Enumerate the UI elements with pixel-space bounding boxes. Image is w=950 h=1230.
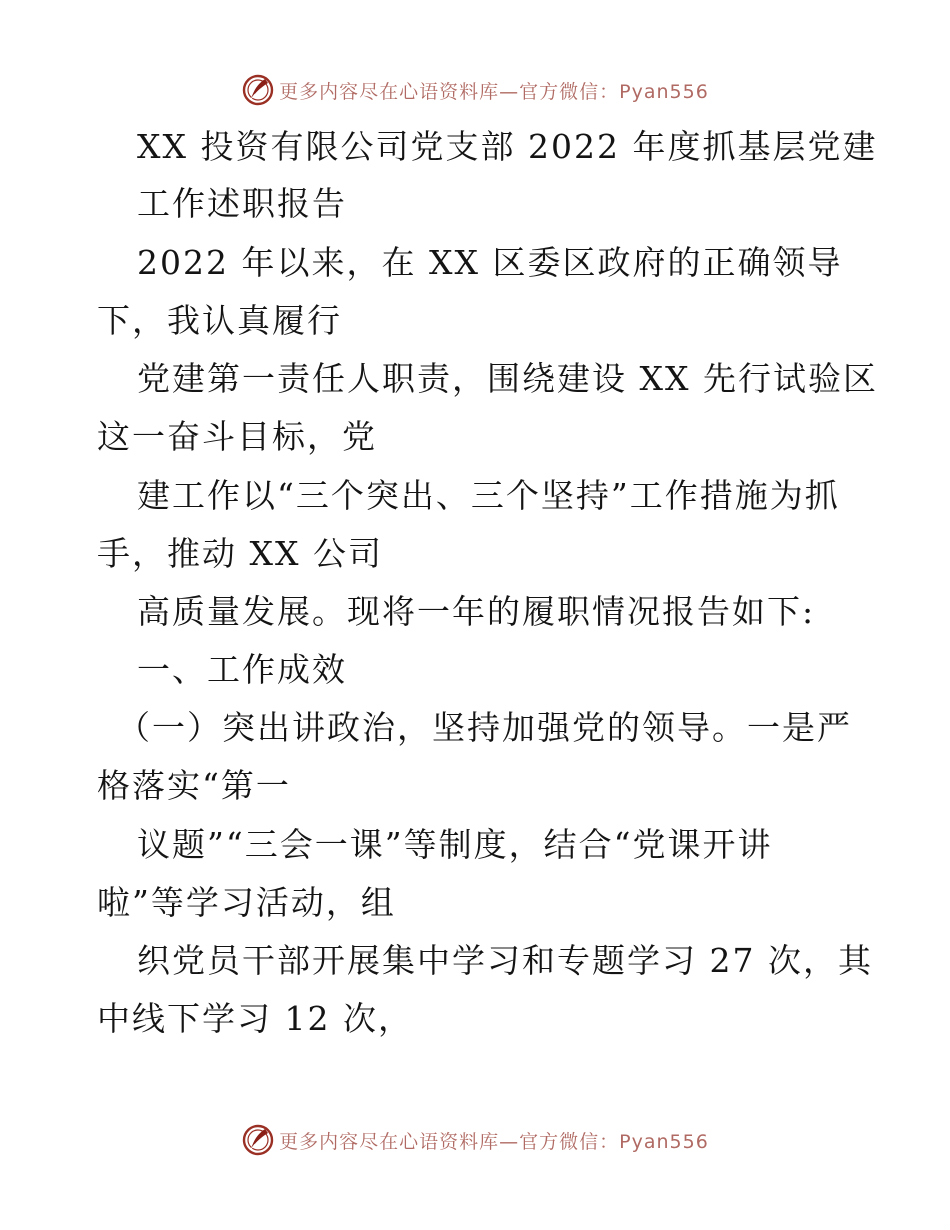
paragraph-line: （一）突出讲政治，坚持加强党的领导。一是严 [117,708,852,747]
section-heading: 一、工作成效 [137,650,347,689]
paragraph-line: 2022 年以来，在 XX 区委区政府的正确领导 [137,243,843,282]
paragraph-line: 下，我认真履行 [97,301,342,340]
watermark-text: 更多内容尽在心语资料库 [279,80,500,103]
watermark-suffix: 官方微信：Pyan556 [519,80,709,103]
feather-seal-icon [241,1123,275,1157]
paragraph-line: 建工作以“三个突出、三个坚持”工作措施为抓 [137,476,840,515]
paragraph-line: 议题”“三会一课”等制度，结合“党课开讲 [137,825,773,864]
paragraph-line: 啦”等学习活动，组 [97,883,396,922]
watermark-header [0,70,950,110]
watermark-suffix: 官方微信：Pyan556 [519,1130,709,1153]
paragraph-line: 这一奋斗目标，党 [97,417,377,456]
paragraph-line: 中线下学习 12 次， [97,999,413,1038]
doc-title-line-1: XX 投资有限公司党支部 2022 年度抓基层党建 [137,127,878,166]
paragraph-line: 高质量发展。现将一年的履职情况报告如下: [137,592,816,631]
doc-title-line-2: 工作述职报告 [137,184,347,223]
paragraph-line: 格落实“第一 [97,766,291,805]
watermark-footer [0,1120,950,1160]
watermark-separator: — [499,1130,520,1153]
paragraph-line: 党建第一责任人职责，围绕建设 XX 先行试验区 [137,359,878,398]
watermark-text: 更多内容尽在心语资料库 [279,1130,500,1153]
feather-seal-icon [241,73,275,107]
paragraph-line: 手，推动 XX 公司 [97,534,383,573]
paragraph-line: 织党员干部开展集中学习和专题学习 27 次，其 [137,941,873,980]
watermark-separator: — [499,80,520,103]
